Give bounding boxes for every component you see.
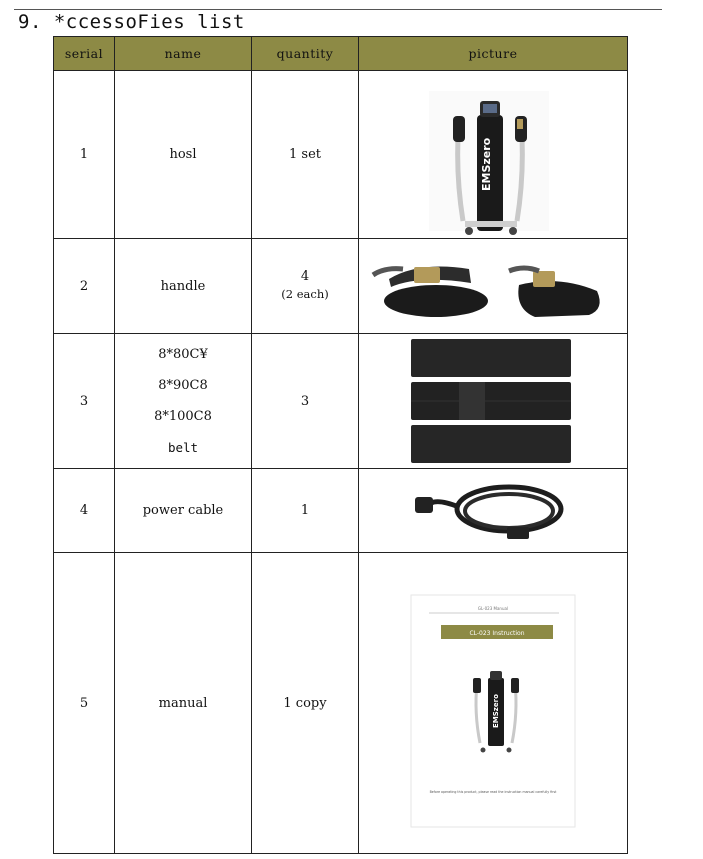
header-name: name	[115, 37, 252, 71]
table-row	[54, 71, 628, 239]
cell-picture	[359, 71, 628, 239]
cell-serial: 1	[54, 71, 115, 239]
quantity-note: (2 each)	[281, 287, 329, 301]
manual-title: CL-023 Instruction	[469, 630, 525, 637]
section-heading: 9. *ccessoFies list	[18, 11, 245, 33]
belt-label: belt	[167, 440, 199, 455]
machine-brand-text: EMSzero	[480, 137, 493, 191]
manual-header: GL-023 Manual	[477, 606, 509, 611]
cell-picture	[359, 553, 628, 854]
cell-quantity	[252, 239, 359, 334]
accessories-table	[53, 36, 628, 854]
belts-photo	[359, 334, 627, 468]
belt-size-line: 8*80C¥	[158, 347, 208, 362]
cell-serial: 3	[54, 334, 115, 469]
header-quantity: quantity	[252, 37, 359, 71]
handles-photo	[359, 239, 627, 333]
cell-serial: 2	[54, 239, 115, 334]
cell-quantity: 3	[252, 334, 359, 469]
manual-brand-text: EMSzero	[492, 694, 500, 728]
cell-picture	[359, 469, 628, 553]
cell-serial: 4	[54, 469, 115, 553]
cell-name: power cable	[115, 469, 252, 553]
table-row	[54, 239, 628, 334]
table-row	[54, 334, 628, 469]
machine-photo	[359, 71, 627, 238]
table-row	[54, 469, 628, 553]
cell-quantity: 1	[252, 469, 359, 553]
header-picture: picture	[359, 37, 628, 71]
table-row	[54, 553, 628, 854]
manual-footer: Before operating this product, please read the instruction manual carefully first	[429, 790, 557, 794]
cell-quantity: 1 copy	[252, 553, 359, 854]
cell-picture	[359, 239, 628, 334]
power-cable-photo	[359, 469, 627, 552]
cell-quantity: 1 set	[252, 71, 359, 239]
cell-name: handle	[115, 239, 252, 334]
cell-serial: 5	[54, 553, 115, 854]
belt-size-line: 8*90C8	[158, 378, 208, 393]
cell-name: hosl	[115, 71, 252, 239]
cell-name	[115, 334, 252, 469]
table-header-row	[54, 37, 628, 71]
belt-size-line: 8*100C8	[154, 409, 212, 424]
header-serial: serial	[54, 37, 115, 71]
top-rule	[14, 9, 662, 10]
cell-name: manual	[115, 553, 252, 854]
quantity-count: 4	[300, 269, 310, 284]
manual-photo	[359, 553, 627, 853]
cell-picture	[359, 334, 628, 469]
